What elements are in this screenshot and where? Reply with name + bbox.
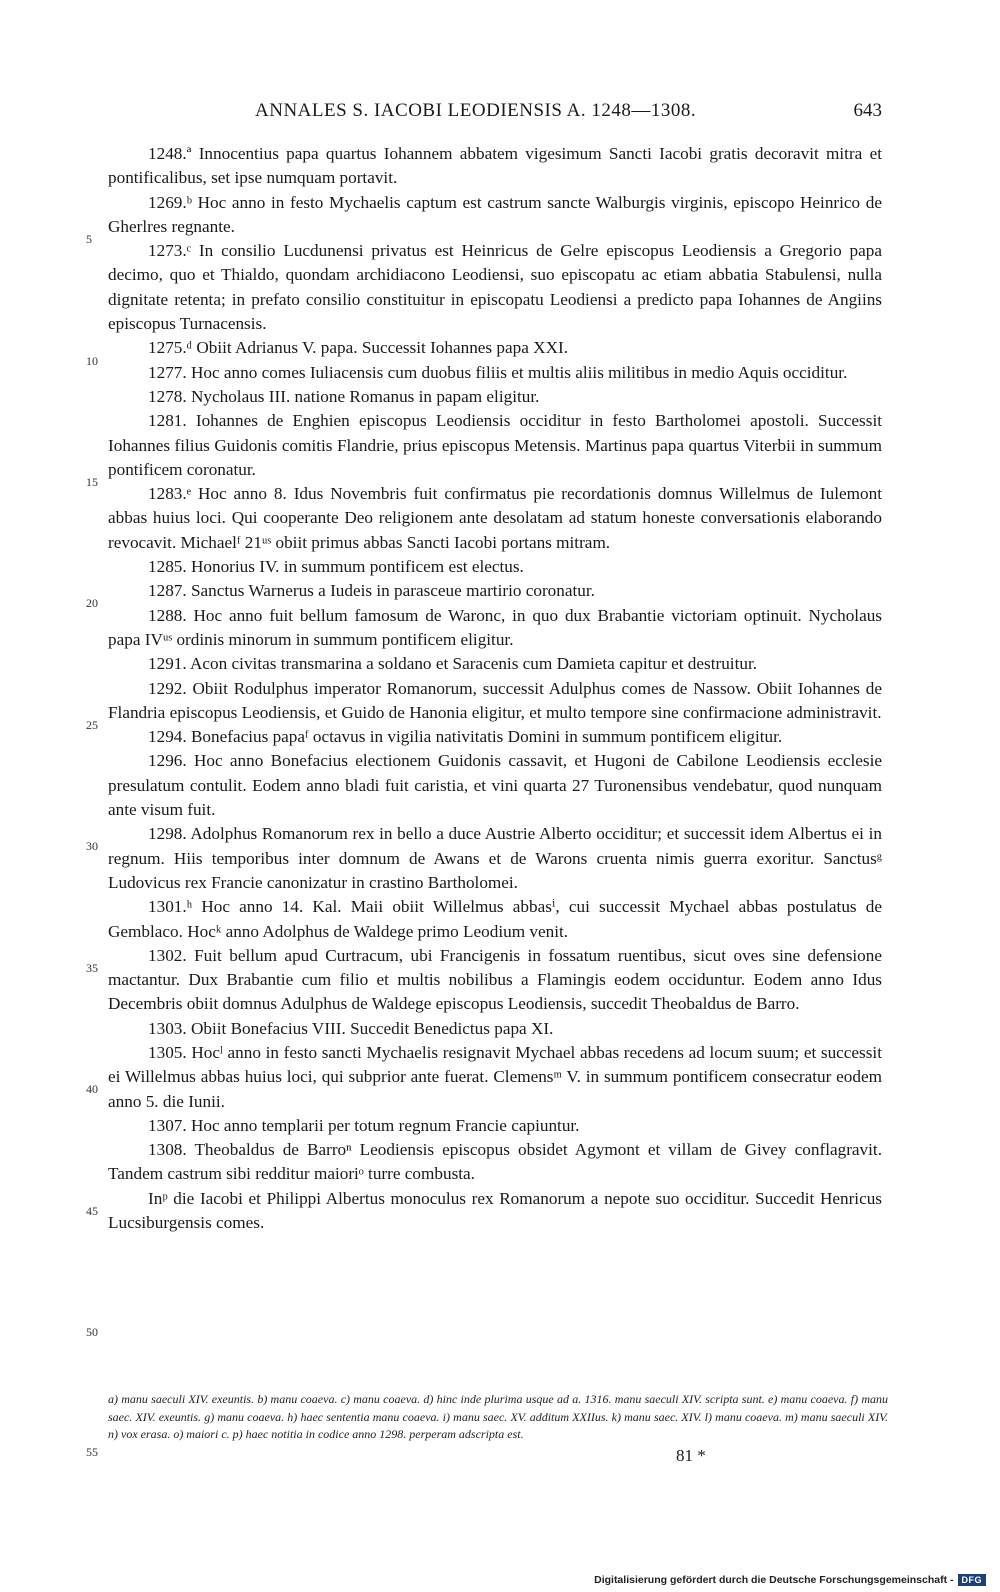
line-number: 35	[86, 961, 98, 975]
annal-entry: 1298. Adolphus Romanorum rex in bello a duce Austrie Alberto occiditur; et successit idem Albertus ei in regnum. Hiis temporibus inter domnum de Awans et de Warons cruenta nimis guerra exoritur. Sanctusᵍ Ludovicus rex Francie canonizatur in crastino Bartholomei.	[108, 824, 882, 892]
annal-entry: Inᵖ die Iacobi et Philippi Albertus monoculus rex Romanorum a nepote suo occiditur. Succedit Henricus Lucsiburgensis comes.	[108, 1188, 882, 1233]
annal-entry: 1292. Obiit Rodulphus imperator Romanorum, successit Adulphus comes de Nassow. Obiit Iohannes de Flandria episcopus Leodiensis, et Guido de Hanonia eligitur, et multo tempore sine confirmacione administravit.	[108, 678, 882, 722]
annal-entry: 1294. Bonefacius papaᶠ octavus in vigilia nativitatis Domini in summum pontificem eligitur.	[148, 727, 783, 747]
annal-entry: 1296. Hoc anno Bonefacius electionem Guidonis cassavit, et Hugoni de Cabilone Leodiensis ecclesie presulatum contulit. Eodem anno bladi fuit caristia, et vini quarta 27 Turonensibus vendebatur, quod nunquam ante visum fuit.	[108, 751, 882, 820]
line-number: 30	[86, 839, 98, 853]
running-title: ANNALES S. IACOBI LEODIENSIS A. 1248—1308.	[255, 100, 697, 121]
annal-entry: 1269.ᵇ Hoc anno in festo Mychaelis captum est castrum sancte Walburgis virginis, episcopo Heinrico de Gherlres regnante.	[108, 192, 882, 236]
annal-entry: 1301.ʰ Hoc anno 14. Kal. Maii obiit Willelmus abbasⁱ, cui successit Mychael abbas postulatus de Gemblaco. Hocᵏ anno Adolphus de Waldege primo Leodium venit.	[108, 897, 882, 941]
line-number: 50	[86, 1325, 98, 1339]
line-number: 25	[86, 718, 98, 732]
line-number: 45	[86, 1204, 98, 1218]
line-number: 10	[86, 354, 98, 368]
digitization-credit	[594, 1572, 986, 1588]
annal-entry: 1287. Sanctus Warnerus a Iudeis in parasceue martirio coronatur.	[148, 581, 595, 601]
credit-text: Digitalisierung gefördert durch die Deutsche Forschungsgemeinschaft -	[594, 1574, 954, 1586]
annal-entry: 1248.ª Innocentius papa quartus Iohannem abbatem vigesimum Sancti Iacobi gratis decoravit mitra et pontificalibus, set ipse numquam portavit.	[108, 144, 882, 188]
annal-entry: 1308. Theobaldus de Barroⁿ Leodiensis episcopus obsidet Agymont et villam de Givey conflagravit. Tandem castrum sibi redditur maioriᵒ turre combusta.	[108, 1140, 882, 1184]
dfg-logo: DFG	[958, 1574, 987, 1586]
annal-entry: 1302. Fuit bellum apud Curtracum, ubi Francigenis in fossatum ruentibus, sicut oves sine defensione mactantur. Dux Brabantie cum filio et multis nobilibus a Flamingis eodem occiduntur. Eodem anno Idus Decembris obiit domnus Adulphus de Waldege episcopus Leodiensis, succedit Theobaldus de Barro.	[108, 945, 882, 1014]
annal-entry: 1307. Hoc anno templarii per totum regnum Francie capiuntur.	[148, 1115, 580, 1135]
line-number: 15	[86, 475, 98, 489]
annal-entry: 1288. Hoc anno fuit bellum famosum de Waronc, in quo dux Brabantie victoriam optinuit. Nycholaus papa IVᵘˢ ordinis minorum in summum pontificem eligitur.	[108, 605, 882, 649]
line-number: 5	[86, 232, 92, 246]
annal-entry: 1277. Hoc anno comes Iuliacensis cum duobus filiis et multis aliis militibus in medio Aquis occiditur.	[148, 362, 848, 382]
annal-entry: 1291. Acon civitas transmarina a soldano et Saracenis cum Damieta capitur et destruitur.	[148, 654, 758, 674]
annal-entry: 1305. Hocˡ anno in festo sancti Mychaelis resignavit Mychael abbas recedens ad locum suum; et successit ei Willelmus abbas huius loci, qui subprior ante fuerat. Clemensᵐ V. in summum pontificem consecratur eodem anno 5. die Iunii.	[108, 1042, 882, 1111]
signature-mark: 81 *	[676, 1446, 706, 1465]
annal-entry: 1283.ᵉ Hoc anno 8. Idus Novembris fuit confirmatus pie recordationis domnus Willelmus de Iulemont abbas huius loci. Qui cooperante Deo religionem ante desolatam ad statum honeste conversationis elaborando revocavit. Michaelᶠ 21ᵘˢ obiit primus abbas Sancti Iacobi portans mitram.	[108, 484, 882, 552]
annal-entry: 1273.ᶜ In consilio Lucdunensi privatus est Heinricus de Gelre episcopus Leodiensis a Gregorio papa decimo, quo et Thialdo, quondam archidiacono Leodiensi, suo episcopatu ac etiam abbatia Stabulensi, nulla dignitate retenta; in prefato consilio constituitur in episcopatu Leodiensi a predicto papa Iohannes de Angiins episcopus Turnacensis.	[108, 241, 882, 334]
footnotes: a) manu saeculi XIV. exeuntis. b) manu coaeva. c) manu coaeva. d) hinc inde plurima usque ad a. 1316. manu saeculi XIV. scripta sunt. e) manu coaeva. f) manu saec. XIV. exeuntis. g) manu coaeva. h) haec sententia manu coaeva. i) manu saec. XV. additum XXIIus. k) manu saec. XIV. l) manu coaeva. m) manu saeculi XIV. n) vox erasa. o) maiori c. p) haec notitia in codice anno 1298. perperam adscripta est.	[108, 1392, 888, 1441]
line-number: 55	[86, 1445, 98, 1459]
line-number: 20	[86, 596, 98, 610]
annals-text	[108, 142, 882, 1235]
running-header	[0, 100, 1000, 126]
annal-entry: 1281. Iohannes de Enghien episcopus Leodiensis occiditur in festo Bartholomei apostoli. Successit Iohannes filius Guidonis comitis Flandrie, prius episcopus Metensis. Martinus papa quartus Viterbii in summum pontificem coronatur.	[108, 411, 882, 479]
annal-entry: 1275.ᵈ Obiit Adrianus V. papa. Successit Iohannes papa XXI.	[148, 338, 569, 358]
annal-entry: 1278. Nycholaus III. natione Romanus in papam eligitur.	[148, 386, 540, 406]
page-number: 643	[853, 100, 882, 121]
line-number: 40	[86, 1082, 98, 1096]
annal-entry: 1303. Obiit Bonefacius VIII. Succedit Benedictus papa XI.	[148, 1018, 554, 1038]
annal-entry: 1285. Honorius IV. in summum pontificem est electus.	[148, 557, 524, 577]
